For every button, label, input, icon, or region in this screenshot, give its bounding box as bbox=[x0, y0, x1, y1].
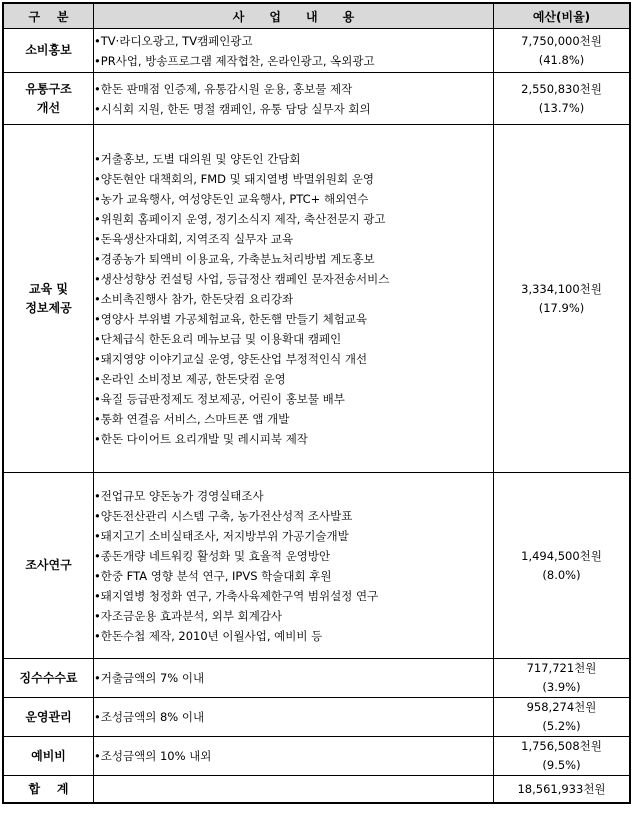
content-item: •한돈수첩 제작, 2010년 이월사업, 예비비 등 bbox=[94, 628, 323, 643]
content-cell bbox=[94, 698, 494, 737]
budget-amount: 717,721천원 bbox=[526, 661, 597, 675]
budget-cell bbox=[494, 73, 630, 125]
table-row bbox=[4, 73, 630, 125]
header-budget: 예산(비율) bbox=[494, 4, 630, 29]
category-label: 소비홍보 bbox=[25, 43, 72, 57]
table-row bbox=[4, 659, 630, 698]
budget-cell bbox=[494, 125, 630, 473]
budget-ratio: (8.0%) bbox=[542, 567, 581, 582]
header-row bbox=[4, 4, 630, 29]
total-content bbox=[94, 776, 494, 803]
content-item: •돼지열병 청정화 연구, 가축사육제한구역 범위설정 연구 bbox=[94, 588, 379, 603]
category-label: 유통구조 bbox=[25, 81, 72, 96]
category-label: 조사연구 bbox=[25, 558, 72, 572]
content-item: •한중 FTA 영향 분석 연구, IPVS 학술대회 후원 bbox=[94, 568, 332, 583]
content-item: •위원회 홈페이지 운영, 정기소식지 제작, 축산전문지 광고 bbox=[94, 211, 386, 226]
budget-cell bbox=[494, 737, 630, 776]
content-cell bbox=[94, 659, 494, 698]
content-item: •돈육생산자대회, 지역조직 실무자 교육 bbox=[94, 231, 294, 246]
content-item: •돼지영양 이야기교실 운영, 양돈산업 부정적인식 개선 bbox=[94, 351, 368, 366]
category-label: 징수수수료 bbox=[19, 670, 78, 685]
content-cell bbox=[94, 73, 494, 125]
table-row bbox=[4, 698, 630, 737]
header-content: 사 업 내 용 bbox=[94, 4, 494, 29]
budget-ratio: (41.8%) bbox=[538, 52, 585, 67]
content-item: •TV·라디오광고, TV캠페인광고 bbox=[94, 33, 253, 48]
content-item: •거출금액의 7% 이내 bbox=[94, 671, 205, 685]
budget-cell bbox=[494, 698, 630, 737]
budget-ratio: (9.5%) bbox=[542, 758, 581, 772]
category-cell bbox=[4, 29, 94, 73]
content-item: •시식회 지원, 한돈 명절 캠페인, 유통 담당 실무자 회의 bbox=[94, 101, 371, 116]
category-cell bbox=[4, 473, 94, 659]
content-cell bbox=[94, 125, 494, 473]
content-item: •조성금액의 8% 이내 bbox=[94, 710, 205, 724]
content-item: •양돈전산관리 시스템 구축, 농가전산성적 조사발표 bbox=[94, 508, 353, 523]
category-label: 예비비 bbox=[31, 748, 66, 763]
table-row bbox=[4, 473, 630, 659]
content-item: •통화 연결음 서비스, 스마트폰 앱 개발 bbox=[94, 411, 290, 426]
content-cell bbox=[94, 29, 494, 73]
category-cell bbox=[4, 73, 94, 125]
budget-table bbox=[3, 3, 630, 803]
content-item: •경종농가 퇴액비 이용교육, 가축분뇨처리방법 계도홍보 bbox=[94, 251, 375, 266]
content-item: •조성금액의 10% 내외 bbox=[94, 749, 212, 763]
content-item: •종돈개량 네트워킹 활성화 및 효율적 운영방안 bbox=[94, 548, 331, 563]
category-cell bbox=[4, 698, 94, 737]
category-label: 운영관리 bbox=[25, 709, 72, 724]
budget-amount: 1,756,508천원 bbox=[521, 739, 602, 753]
content-item: •양돈현안 대책회의, FMD 및 돼지열병 박멸위원회 운영 bbox=[94, 171, 374, 186]
total-label-text: 합 계 bbox=[28, 781, 69, 796]
total-label bbox=[4, 776, 94, 803]
content-item: •생산성향상 컨설팅 사업, 등급정산 캠페인 문자전송서비스 bbox=[94, 271, 390, 286]
budget-ratio: (13.7%) bbox=[538, 100, 585, 115]
category-label: 교육 및 bbox=[29, 281, 68, 296]
content-item: •PR사업, 방송프로그램 제작협찬, 온라인광고, 옥외광고 bbox=[94, 53, 375, 68]
budget-ratio: (5.2%) bbox=[542, 719, 581, 733]
content-item: •농가 교육행사, 여성양돈인 교육행사, PTC+ 해외연수 bbox=[94, 191, 369, 206]
budget-amount: 2,550,830천원 bbox=[521, 81, 602, 96]
content-cell bbox=[94, 473, 494, 659]
content-item: •소비촉진행사 참가, 한돈닷컴 요리강좌 bbox=[94, 291, 294, 306]
budget-cell bbox=[494, 473, 630, 659]
content-item: •단체급식 한돈요리 메뉴보급 및 이용확대 캠페인 bbox=[94, 331, 342, 346]
budget-amount: 958,274천원 bbox=[526, 700, 597, 714]
content-item: •영양사 부위별 가공체험교육, 한돈햄 만들기 체험교육 bbox=[94, 311, 368, 326]
budget-cell bbox=[494, 659, 630, 698]
content-item: •육질 등급판정제도 정보제공, 어린이 홍보물 배부 bbox=[94, 391, 345, 406]
budget-amount: 7,750,000천원 bbox=[521, 33, 602, 48]
table-body bbox=[4, 29, 630, 803]
content-cell bbox=[94, 737, 494, 776]
total-amount: 18,561,933천원 bbox=[494, 776, 630, 803]
category-label: 정보제공 bbox=[25, 300, 72, 315]
budget-cell bbox=[494, 29, 630, 73]
table-row bbox=[4, 29, 630, 73]
category-label: 개선 bbox=[36, 100, 61, 115]
header-category: 구 분 bbox=[4, 4, 94, 29]
budget-ratio: (3.9%) bbox=[542, 680, 581, 694]
budget-amount: 1,494,500천원 bbox=[521, 548, 602, 563]
content-item: •전업규모 양돈농가 경영실태조사 bbox=[94, 488, 264, 503]
category-cell bbox=[4, 737, 94, 776]
table-row bbox=[4, 737, 630, 776]
content-item: •거출홍보, 도별 대의원 및 양돈인 간담회 bbox=[94, 151, 301, 166]
content-item: •돼지고기 소비실태조사, 저지방부위 가공기술개발 bbox=[94, 528, 349, 543]
content-item: •자조금운용 효과분석, 외부 회계감사 bbox=[94, 608, 283, 623]
category-cell bbox=[4, 125, 94, 473]
budget-ratio: (17.9%) bbox=[538, 300, 585, 315]
content-item: •한돈 다이어트 요리개발 및 레시피북 제작 bbox=[94, 431, 308, 446]
content-item: •한돈 판매점 인증제, 유통감시원 운용, 홍보물 제작 bbox=[94, 81, 353, 96]
total-row bbox=[4, 776, 630, 803]
table-row bbox=[4, 125, 630, 473]
content-item: •온라인 소비정보 제공, 한돈닷컴 운영 bbox=[94, 371, 286, 386]
category-cell bbox=[4, 659, 94, 698]
budget-amount: 3,334,100천원 bbox=[521, 281, 602, 296]
